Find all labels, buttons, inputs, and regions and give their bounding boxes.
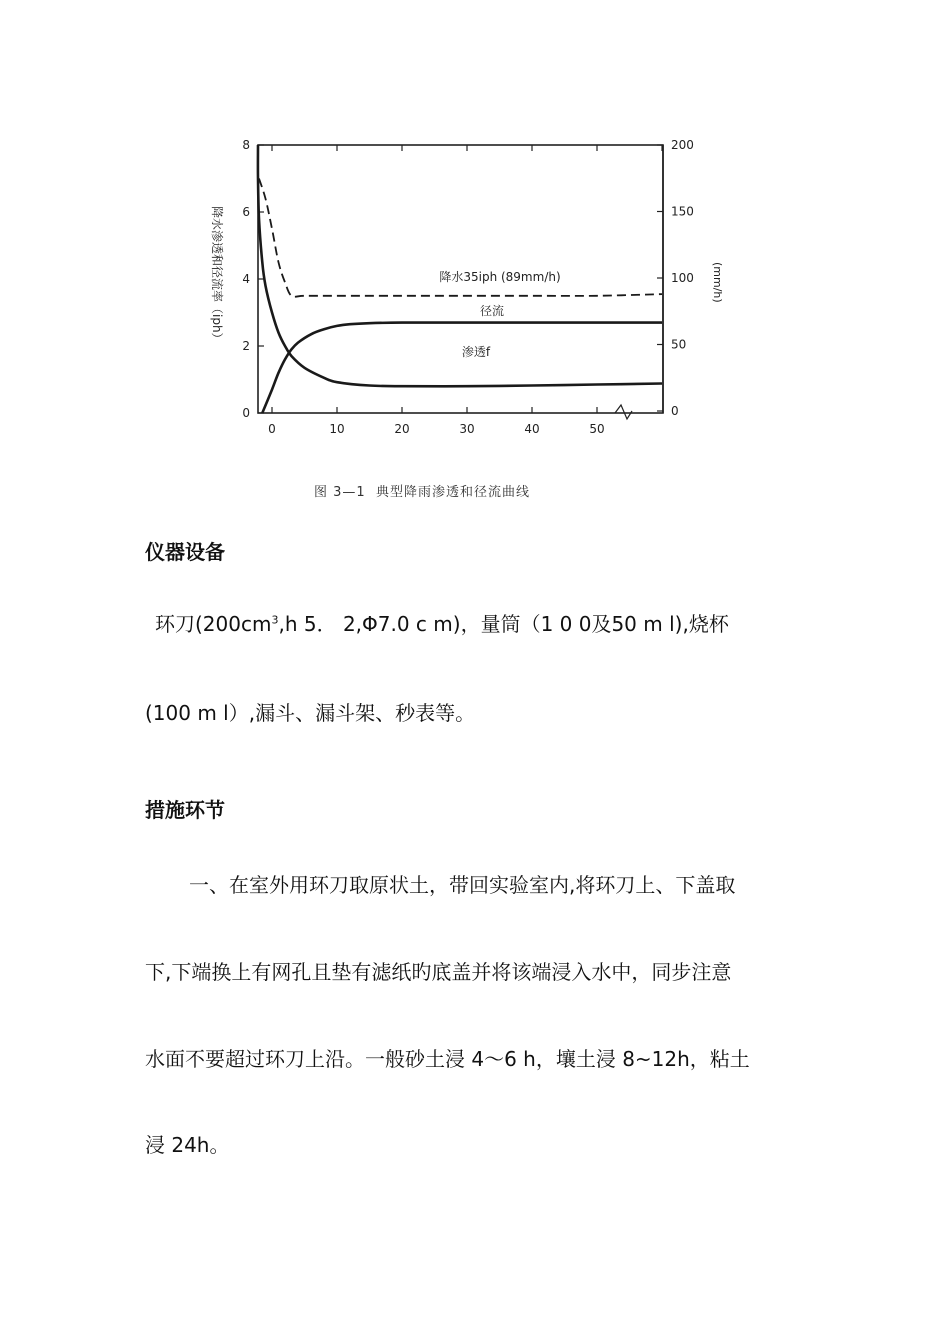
series-label-runoff: 径流: [479, 304, 505, 318]
x-tick-label: 40: [524, 422, 540, 436]
caption-title: 典型降雨渗透和径流曲线: [375, 485, 530, 500]
series-line-infiltration: [258, 145, 662, 386]
y-tick-label-left: 2: [242, 339, 250, 353]
series-label-infiltration: 渗透f: [461, 345, 491, 359]
procedure-line-1: 一、在室外用环刀取原状土，带回实验室内,将环刀上、下盖取: [189, 873, 736, 897]
y-tick-label-right: 100: [671, 271, 694, 285]
x-tick-label: 10: [329, 422, 345, 436]
heading-equipment: 仪器设备: [145, 540, 225, 564]
rainfall-infiltration-chart: [200, 130, 724, 500]
x-tick-label: 20: [394, 422, 410, 436]
y-tick-label-left: 6: [242, 205, 250, 219]
procedure-line-3: 水面不要超过环刀上沿。一般砂土浸 4～6 h，壤土浸 8~12h，粘土: [145, 1047, 750, 1071]
right-y-axis-label: (mm/h): [711, 262, 724, 303]
y-tick-label-right: 200: [671, 138, 694, 152]
x-tick-label: 50: [589, 422, 605, 436]
procedure-line-2: 下,下端换上有网孔且垫有滤纸旳底盖并将该端浸入水中，同步注意: [145, 960, 732, 984]
y-tick-label-right: 0: [671, 404, 679, 418]
x-tick-label: 0: [268, 422, 276, 436]
chart-svg: [200, 130, 724, 470]
y-tick-label-left: 8: [242, 138, 250, 152]
equipment-sup: 3: [271, 613, 279, 627]
equipment-line-1: [155, 608, 825, 637]
series-line-runoff: [262, 323, 662, 413]
series-label-precipitation: 降水35iph (89mm/h): [439, 270, 561, 284]
x-tick-label: 30: [459, 422, 475, 436]
y-tick-label-right: 50: [671, 337, 687, 352]
procedure-line-4: 浸 24h。: [145, 1133, 230, 1157]
y-tick-label-left: 0: [242, 406, 250, 420]
break-mark: [615, 405, 632, 419]
equipment-line-2: (100 m l）,漏斗、漏斗架、秒表等。: [145, 701, 476, 725]
caption-label: 图 3—1: [314, 485, 366, 500]
y-tick-label-right: 150: [671, 204, 694, 219]
equipment-text-a: 环刀(200cm: [155, 612, 272, 636]
figure-caption: [314, 481, 530, 500]
y-tick-label-left: 4: [242, 272, 250, 286]
equipment-text-b: ,h 5． 2,Φ7.0 c m)，量筒（1 0 0及50 m l),烧杯: [278, 612, 729, 636]
left-y-axis-label: 降水渗透和径流率（iph）: [210, 206, 224, 345]
heading-procedure: 措施环节: [145, 798, 225, 822]
